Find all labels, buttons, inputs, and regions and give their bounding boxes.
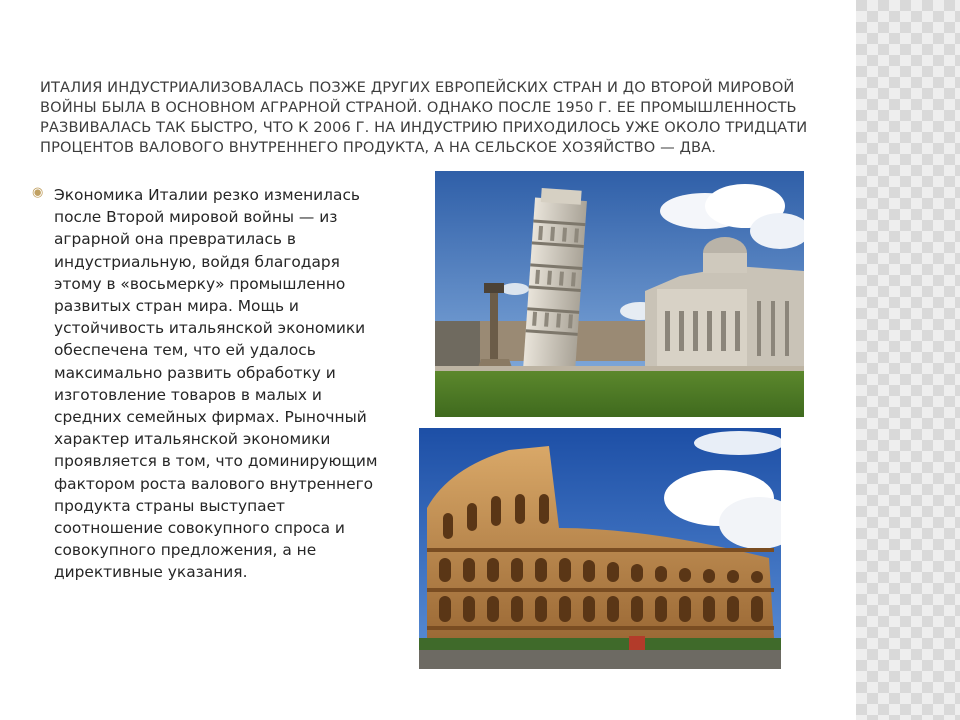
colosseum-photo [419, 428, 781, 669]
pisa-tower-photo [435, 171, 804, 417]
slide-title: ИТАЛИЯ ИНДУСТРИАЛИЗОВАЛАСЬ ПОЗЖЕ ДРУГИХ ЕВРОПЕЙСКИХ СТРАН И ДО ВТОРОЙ МИРОВОЙ ВОЙНЫ БЫЛА В ОСНОВНОМ АГРАРНОЙ СТРАНОЙ. ОДНАКО ПОСЛЕ 1950 Г. ЕЕ ПРОМЫШЛЕННОСТЬ РАЗВИВАЛАСЬ ТАК БЫСТРО, ЧТО К 2006 Г. НА ИНДУСТРИЮ ПРИХОДИЛОСЬ УЖЕ ОКОЛО ТРИДЦАТИ ПРОЦЕНТОВ ВАЛОВОГО ВНУТРЕННЕГО ПРОДУКТА, А НА СЕЛЬСКОЕ ХОЗЯЙСТВО — ДВА. [40, 79, 808, 156]
side-decorative-pattern [856, 0, 960, 720]
bullet-paragraph [32, 184, 384, 584]
bullet-circle-icon: ◉ [32, 185, 44, 200]
bullet-text: Экономика Италии резко изменилась после Второй мировой войны — из аграрной она превратилась в индустриальную, войдя благодаря этому в «восьмерку» промышленно развитых стран мира. Мощь и устойчивость итальянской экономики обеспечена тем, что ей удалось максимально развить обработку и изготовление товаров в малых и средних семейных фирмах. Рыночный характер итальянской экономики проявляется в том, что доминирующим фактором роста валового внутреннего продукта страны выступает соотношение совокупного спроса и совокупного предложения, а не директивные указания. [54, 186, 378, 582]
